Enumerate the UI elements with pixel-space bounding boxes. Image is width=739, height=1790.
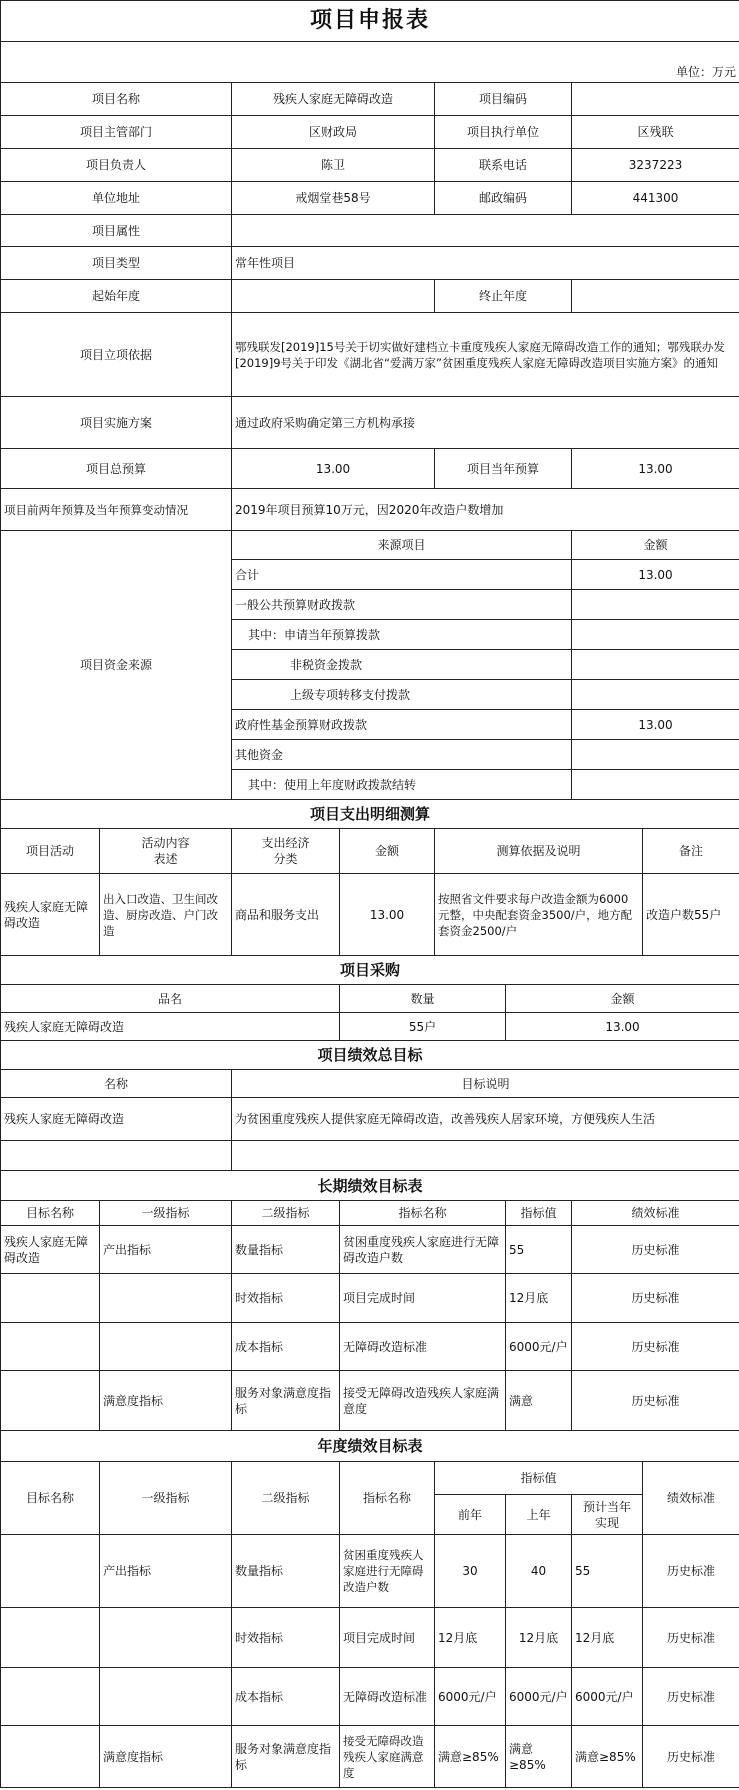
form-title: 项目申报表 — [1, 1, 739, 42]
funds-row-amount: 13.00 — [572, 560, 739, 590]
annual-goal — [1, 1535, 100, 1608]
unit-label: 单位：万元 — [1, 62, 739, 83]
annual-l1 — [100, 1608, 232, 1668]
longterm-val: 12月底 — [506, 1274, 572, 1323]
longterm-val: 55 — [506, 1226, 572, 1274]
longterm-val: 满意 — [506, 1371, 572, 1431]
longterm-header-val: 指标值 — [506, 1201, 572, 1226]
procure-qty: 55户 — [340, 1013, 506, 1041]
funds-row-amount — [572, 590, 739, 620]
annual-std: 历史标准 — [643, 1668, 739, 1726]
annual-std: 历史标准 — [643, 1726, 739, 1788]
annual-prev: 6000元/户 — [506, 1668, 572, 1726]
funds-row-name: 其中：使用上年度财政拨款结转 — [232, 770, 572, 800]
annual-prev: 40 — [506, 1535, 572, 1608]
end-value — [572, 280, 739, 313]
annual-header-ind: 指标名称 — [340, 1462, 435, 1535]
expense-header-amount: 金额 — [340, 829, 435, 874]
dept-value: 区财政局 — [232, 116, 435, 149]
expense-note: 改造户数55户 — [643, 874, 739, 956]
goal-header-name: 名称 — [1, 1070, 232, 1098]
annual-header-std: 绩效标准 — [643, 1462, 739, 1535]
annual-header-prev2: 前年 — [435, 1495, 506, 1535]
longterm-ind: 接受无障碍改造残疾人家庭满意度 — [340, 1371, 506, 1431]
annual-ind: 无障碍改造标准 — [340, 1668, 435, 1726]
longterm-ind: 项目完成时间 — [340, 1274, 506, 1323]
procure-header-amount: 金额 — [506, 985, 739, 1013]
zip-label: 邮政编码 — [435, 182, 572, 215]
expense-activity: 残疾人家庭无障碍改造 — [1, 874, 100, 956]
longterm-l2: 时效指标 — [232, 1274, 340, 1323]
expense-title: 项目支出明细测算 — [1, 800, 739, 829]
longterm-title: 长期绩效目标表 — [1, 1171, 739, 1201]
annual-std: 历史标准 — [643, 1535, 739, 1608]
annual-header-prev: 上年 — [506, 1495, 572, 1535]
procure-header-qty: 数量 — [340, 985, 506, 1013]
procure-name: 残疾人家庭无障碍改造 — [1, 1013, 340, 1041]
procure-amount: 13.00 — [506, 1013, 739, 1041]
code-label: 项目编码 — [435, 83, 572, 116]
expense-header-econ: 支出经济 分类 — [232, 829, 340, 874]
basis-value: 鄂残联发[2019]15号关于切实做好建档立卡重度残疾人家庭无障碍改造工作的通知；鄂残联办发[2019]9号关于印发《湖北省“爱满万家”贫困重度残疾人家庭无障碍改造项目实施方案》的通知 — [232, 313, 739, 397]
total-value: 13.00 — [232, 449, 435, 489]
longterm-goal — [1, 1371, 100, 1431]
longterm-val: 6000元/户 — [506, 1323, 572, 1371]
annual-goal — [1, 1668, 100, 1726]
annual-prev2: 12月底 — [435, 1608, 506, 1668]
longterm-l2: 服务对象满意度指标 — [232, 1371, 340, 1431]
funds-row-name: 其他资金 — [232, 740, 572, 770]
goal-header-desc: 目标说明 — [232, 1070, 739, 1098]
longterm-std: 历史标准 — [572, 1226, 739, 1274]
longterm-goal: 残疾人家庭无障碍改造 — [1, 1226, 100, 1274]
longterm-l1 — [100, 1274, 232, 1323]
type-label: 项目类型 — [1, 247, 232, 280]
goal-desc: 为贫困重度残疾人提供家庭无障碍改造，改善残疾人居家环境，方便残疾人生活 — [232, 1098, 739, 1141]
funds-row-amount: 13.00 — [572, 710, 739, 740]
code-value — [572, 83, 739, 116]
annual-prev2: 6000元/户 — [435, 1668, 506, 1726]
addr-value: 戒烟堂巷58号 — [232, 182, 435, 215]
annual-ind: 项目完成时间 — [340, 1608, 435, 1668]
expense-content: 出入口改造、卫生间改造、厨房改造、户门改造 — [100, 874, 232, 956]
change-label: 项目前两年预算及当年预算变动情况 — [1, 489, 232, 531]
longterm-goal — [1, 1274, 100, 1323]
procure-header-name: 品名 — [1, 985, 340, 1013]
exec-value: 区残联 — [572, 116, 739, 149]
annual-header-l1: 一级指标 — [100, 1462, 232, 1535]
name-label: 项目名称 — [1, 83, 232, 116]
longterm-l1 — [100, 1323, 232, 1371]
funds-row-name: 一般公共预算财政拨款 — [232, 590, 572, 620]
zip-value: 441300 — [572, 182, 739, 215]
current-value: 13.00 — [572, 449, 739, 489]
annual-prev2: 30 — [435, 1535, 506, 1608]
annual-current: 12月底 — [572, 1608, 643, 1668]
funds-row-amount — [572, 680, 739, 710]
annual-l2: 成本指标 — [232, 1668, 340, 1726]
funds-row-amount — [572, 650, 739, 680]
phone-value: 3237223 — [572, 149, 739, 182]
change-value: 2019年项目预算10万元，因2020年改造户数增加 — [232, 489, 739, 531]
end-label: 终止年度 — [435, 280, 572, 313]
funds-row-name: 政府性基金预算财政拨款 — [232, 710, 572, 740]
annual-current: 满意≥85% — [572, 1726, 643, 1788]
annual-goal — [1, 1726, 100, 1788]
longterm-l1: 产出指标 — [100, 1226, 232, 1274]
name-value: 残疾人家庭无障碍改造 — [232, 83, 435, 116]
annual-current: 6000元/户 — [572, 1668, 643, 1726]
procure-title: 项目采购 — [1, 956, 739, 985]
expense-header-content: 活动内容 表述 — [100, 829, 232, 874]
addr-label: 单位地址 — [1, 182, 232, 215]
expense-amount: 13.00 — [340, 874, 435, 956]
annual-l2: 时效指标 — [232, 1608, 340, 1668]
longterm-goal — [1, 1323, 100, 1371]
annual-goal — [1, 1608, 100, 1668]
longterm-ind: 贫困重度残疾人家庭进行无障碍改造户数 — [340, 1226, 506, 1274]
funds-row-name: 上级专项转移支付拨款 — [232, 680, 572, 710]
exec-label: 项目执行单位 — [435, 116, 572, 149]
current-label: 项目当年预算 — [435, 449, 572, 489]
annual-prev: 满意≥85% — [506, 1726, 572, 1788]
longterm-ind: 无障碍改造标准 — [340, 1323, 506, 1371]
funds-header-source: 来源项目 — [232, 531, 572, 560]
longterm-header-goal: 目标名称 — [1, 1201, 100, 1226]
annual-header-l2: 二级指标 — [232, 1462, 340, 1535]
longterm-header-l1: 一级指标 — [100, 1201, 232, 1226]
expense-header-basis: 测算依据及说明 — [435, 829, 643, 874]
funds-row-name: 合计 — [232, 560, 572, 590]
funds-label: 项目资金来源 — [1, 531, 232, 800]
funds-row-amount — [572, 740, 739, 770]
expense-econ: 商品和服务支出 — [232, 874, 340, 956]
funds-row-amount — [572, 770, 739, 800]
annual-prev2: 满意≥85% — [435, 1726, 506, 1788]
longterm-l1: 满意度指标 — [100, 1371, 232, 1431]
annual-l1: 产出指标 — [100, 1535, 232, 1608]
annual-header-val: 指标值 — [435, 1462, 643, 1495]
funds-row-amount — [572, 620, 739, 650]
funds-row-name: 非税资金拨款 — [232, 650, 572, 680]
longterm-l2: 数量指标 — [232, 1226, 340, 1274]
annual-std: 历史标准 — [643, 1608, 739, 1668]
attr-value — [232, 215, 739, 247]
goal-title: 项目绩效总目标 — [1, 1041, 739, 1070]
leader-value: 陈卫 — [232, 149, 435, 182]
annual-l2: 服务对象满意度指标 — [232, 1726, 340, 1788]
annual-header-goal: 目标名称 — [1, 1462, 100, 1535]
plan-value: 通过政府采购确定第三方机构承接 — [232, 397, 739, 449]
expense-basis: 按照省文件要求每户改造金额为6000元整，中央配套资金3500/户，地方配套资金2500/户 — [435, 874, 643, 956]
expense-header-activity: 项目活动 — [1, 829, 100, 874]
longterm-std: 历史标准 — [572, 1323, 739, 1371]
longterm-std: 历史标准 — [572, 1274, 739, 1323]
total-label: 项目总预算 — [1, 449, 232, 489]
plan-label: 项目实施方案 — [1, 397, 232, 449]
longterm-l2: 成本指标 — [232, 1323, 340, 1371]
phone-label: 联系电话 — [435, 149, 572, 182]
attr-label: 项目属性 — [1, 215, 232, 247]
annual-l1: 满意度指标 — [100, 1726, 232, 1788]
start-value — [232, 280, 435, 313]
expense-header-note: 备注 — [643, 829, 739, 874]
annual-prev: 12月底 — [506, 1608, 572, 1668]
longterm-header-ind: 指标名称 — [340, 1201, 506, 1226]
annual-title: 年度绩效目标表 — [1, 1431, 739, 1462]
goal-name: 残疾人家庭无障碍改造 — [1, 1098, 232, 1141]
start-label: 起始年度 — [1, 280, 232, 313]
annual-header-current: 预计当年 实现 — [572, 1495, 643, 1535]
leader-label: 项目负责人 — [1, 149, 232, 182]
annual-l2: 数量指标 — [232, 1535, 340, 1608]
annual-l1 — [100, 1668, 232, 1726]
longterm-header-std: 绩效标准 — [572, 1201, 739, 1226]
basis-label: 项目立项依据 — [1, 313, 232, 397]
type-value: 常年性项目 — [232, 247, 739, 280]
dept-label: 项目主管部门 — [1, 116, 232, 149]
annual-ind: 贫困重度残疾人家庭进行无障碍改造户数 — [340, 1535, 435, 1608]
funds-header-amount: 金额 — [572, 531, 739, 560]
longterm-header-l2: 二级指标 — [232, 1201, 340, 1226]
longterm-std: 历史标准 — [572, 1371, 739, 1431]
funds-row-name: 其中：申请当年预算拨款 — [232, 620, 572, 650]
annual-current: 55 — [572, 1535, 643, 1608]
annual-ind: 接受无障碍改造残疾人家庭满意度 — [340, 1726, 435, 1788]
